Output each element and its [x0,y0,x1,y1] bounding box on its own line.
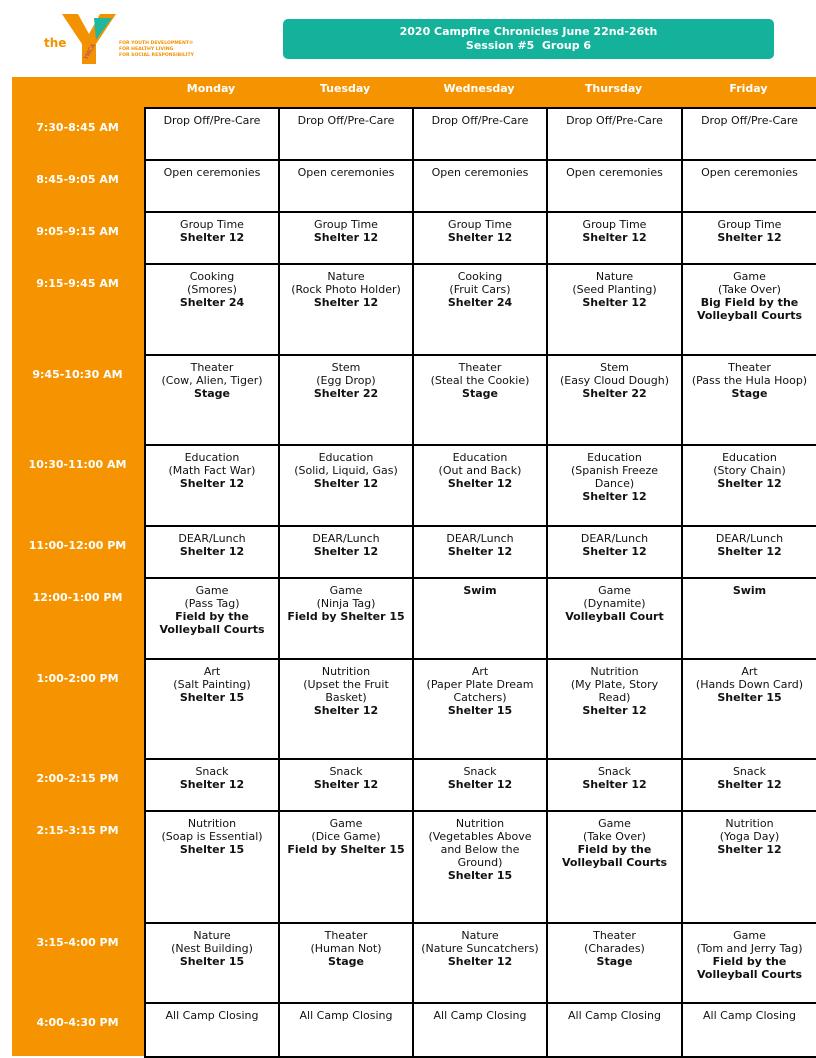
activity-text: DEAR/Lunch [312,532,380,545]
time-slot-label: 12:00-1:00 PM [32,591,123,604]
time-slot-label: 2:00-2:15 PM [36,772,119,785]
activity-text: (Ninja Tag) [316,597,376,610]
activity-text: Education [722,451,777,464]
activity-text: (Take Over) [718,283,781,296]
logo-tagline [119,41,194,59]
activity-cell [546,1002,683,1058]
activity-text: Ground) [457,856,503,869]
activity-cell [412,1002,548,1058]
activity-cell [546,263,683,356]
activity-text: Nutrition [725,817,774,830]
activity-text: (Story Chain) [713,464,786,477]
ymca-logo [44,14,214,66]
activity-text: (Pass the Hula Hoop) [691,374,808,387]
activity-cell [278,444,414,527]
activity-location: Shelter 12 [447,955,513,968]
activity-location: Shelter 12 [582,296,647,309]
activity-location: Shelter 22 [582,387,647,400]
activity-cell [144,1002,280,1058]
activity-location: Field by the [712,955,787,968]
activity-location: Shelter 15 [447,704,513,717]
time-slot-label: 3:15-4:00 PM [36,936,119,949]
activity-text: Theater [190,361,234,374]
activity-cell [546,810,683,924]
activity-cell [681,922,816,1004]
activity-location: Volleyball Courts [697,968,802,981]
activity-location: Stage [731,387,768,400]
activity-location: Shelter 12 [179,545,245,558]
activity-text: Education [318,451,374,464]
activity-text: All Camp Closing [165,1009,259,1022]
activity-text: DEAR/Lunch [715,532,784,545]
activity-location: Shelter 12 [582,778,647,791]
activity-cell [546,107,683,161]
title-banner [283,19,774,59]
activity-text: (Take Over) [583,830,646,843]
activity-text: Game [598,584,631,597]
activity-text: Art [471,665,489,678]
activity-location: Shelter 12 [313,545,379,558]
day-header-monday: Monday [186,82,236,95]
activity-location: Shelter 12 [582,704,647,717]
activity-location: Volleyball Courts [562,856,667,869]
activity-location: Big Field by the [700,296,799,309]
activity-cell [412,758,548,812]
activity-text: (Upset the Fruit [303,678,389,691]
activity-text: Cooking [457,270,503,283]
activity-text: Education [452,451,508,464]
activity-cell [278,658,414,760]
activity-text: Theater [593,929,636,942]
activity-location: Stage [194,387,230,400]
time-slot-label: 11:00-12:00 PM [28,539,127,552]
time-slot-label: 2:15-3:15 PM [36,824,119,837]
activity-cell [412,525,548,579]
activity-cell [546,577,683,660]
activity-text: Drop Off/Pre-Care [431,114,529,127]
activity-text: All Camp Closing [433,1009,527,1022]
activity-cell [278,810,414,924]
activity-location: Shelter 15 [179,691,245,704]
activity-text: DEAR/Lunch [446,532,514,545]
activity-location: Stage [462,387,498,400]
activity-text: Snack [597,765,632,778]
activity-location: Shelter 12 [313,778,379,791]
activity-location: Shelter 12 [582,490,647,503]
activity-cell [412,922,548,1004]
activity-text: (Easy Cloud Dough) [559,374,670,387]
logo-tagline-line: FOR YOUTH DEVELOPMENT® [119,41,194,46]
activity-cell [144,211,280,265]
activity-text: Game [329,817,363,830]
activity-location: Swim [732,584,767,597]
activity-cell [681,211,816,265]
activity-text: (Dynamite) [583,597,646,610]
time-slot-label: 9:05-9:15 AM [36,225,119,238]
activity-text: Game [733,270,766,283]
activity-cell [546,525,683,579]
activity-cell [681,577,816,660]
activity-text: Nature [595,270,634,283]
activity-location: Volleyball Courts [697,309,802,322]
activity-text: Game [733,929,766,942]
activity-cell [412,159,548,213]
activity-cell [546,211,683,265]
activity-cell [412,107,548,161]
activity-text: Education [184,451,240,464]
activity-cell [546,922,683,1004]
activity-cell [412,658,548,760]
activity-text: (Dice Game) [311,830,381,843]
activity-cell [278,577,414,660]
activity-text: Group Time [180,218,244,231]
activity-text: Nutrition [187,817,237,830]
activity-location: Stage [596,955,633,968]
activity-cell [546,354,683,446]
activity-cell [144,810,280,924]
activity-location: Shelter 12 [179,231,245,244]
activity-location: Field by Shelter 15 [287,610,405,623]
activity-cell [681,159,816,213]
activity-location: Field by Shelter 15 [287,843,405,856]
activity-text: Nature [193,929,231,942]
activity-text: Nutrition [455,817,505,830]
activity-text: (Soap is Essential) [161,830,263,843]
activity-cell [412,354,548,446]
activity-location: Shelter 24 [179,296,245,309]
activity-cell [546,758,683,812]
activity-location: Field by the [175,610,249,623]
activity-location: Shelter 12 [313,704,379,717]
activity-cell [412,211,548,265]
activity-text: Dance) [594,477,635,490]
activity-cell [144,354,280,446]
activity-cell [681,658,816,760]
time-slot-label: 7:30-8:45 AM [36,121,119,134]
activity-cell [681,1002,816,1058]
day-header-tuesday: Tuesday [319,82,371,95]
activity-text: Open ceremonies [297,166,395,179]
activity-cell [144,577,280,660]
activity-cell [681,263,816,356]
activity-location: Stage [328,955,364,968]
activity-cell [278,211,414,265]
activity-location: Shelter 22 [313,387,379,400]
activity-text: Art [741,665,758,678]
activity-text: Snack [463,765,497,778]
activity-text: Theater [728,361,771,374]
activity-text: Basket) [325,691,367,704]
activity-location: Shelter 12 [313,296,379,309]
activity-cell [278,525,414,579]
activity-cell [681,444,816,527]
activity-text: (Out and Back) [438,464,522,477]
activity-location: Shelter 12 [179,778,245,791]
activity-text: Catchers) [453,691,507,704]
activity-cell [412,577,548,660]
activity-text: All Camp Closing [568,1009,661,1022]
activity-location: Volleyball Courts [159,623,265,636]
activity-text: (Paper Plate Dream [426,678,534,691]
activity-cell [412,263,548,356]
activity-text: (Cow, Alien, Tiger) [161,374,263,387]
title-line-1: 2020 Campfire Chronicles June 22nd-26th [399,25,658,38]
activity-text: Education [587,451,642,464]
activity-location: Shelter 12 [717,843,782,856]
activity-text: (Egg Drop) [316,374,376,387]
activity-cell [144,444,280,527]
activity-text: All Camp Closing [703,1009,796,1022]
activity-location: Shelter 12 [582,545,647,558]
activity-text: (Human Not) [310,942,382,955]
activity-text: (Tom and Jerry Tag) [696,942,803,955]
activity-text: (Yoga Day) [719,830,780,843]
activity-text: (Rock Photo Holder) [291,283,401,296]
activity-text: Drop Off/Pre-Care [297,114,395,127]
time-slot-label: 10:30-11:00 AM [28,458,127,471]
activity-location: Shelter 12 [447,477,513,490]
activity-text: Art [203,665,221,678]
activity-text: Drop Off/Pre-Care [566,114,663,127]
activity-cell [681,525,816,579]
day-header-thursday: Thursday [584,82,643,95]
activity-text: (Math Fact War) [168,464,256,477]
time-slot-label: 1:00-2:00 PM [36,672,119,685]
activity-location: Shelter 12 [582,231,647,244]
activity-cell [144,263,280,356]
activity-text: Group Time [314,218,378,231]
title-line-2: Session #5 Group 6 [465,39,592,52]
activity-text: (Hands Down Card) [695,678,804,691]
activity-cell [144,658,280,760]
activity-location: Shelter 12 [717,545,782,558]
activity-text: All Camp Closing [299,1009,393,1022]
activity-text: DEAR/Lunch [580,532,649,545]
logo-tagline-line: FOR SOCIAL RESPONSIBILITY [119,53,194,58]
activity-text: and Below the [440,843,520,856]
time-slot-label: 9:15-9:45 AM [36,277,119,290]
activity-text: Drop Off/Pre-Care [701,114,798,127]
activity-cell [412,810,548,924]
activity-cell [144,922,280,1004]
activity-text: Game [195,584,229,597]
activity-text: (Nature Suncatchers) [421,942,539,955]
activity-text: Game [598,817,631,830]
activity-location: Swim [463,584,497,597]
activity-text: Snack [195,765,229,778]
activity-cell [144,525,280,579]
activity-text: Read) [598,691,631,704]
activity-text: Group Time [582,218,647,231]
activity-location: Shelter 15 [179,843,245,856]
activity-text: Nature [327,270,365,283]
y-logo-icon [60,14,118,66]
time-slot-label: 4:00-4:30 PM [36,1016,119,1029]
activity-cell [412,444,548,527]
activity-text: (Fruit Cars) [449,283,511,296]
activity-location: Volleyball Court [565,610,664,623]
activity-text: (Spanish Freeze [570,464,659,477]
activity-cell [278,159,414,213]
activity-text: (Vegetables Above [428,830,532,843]
activity-text: (Solid, Liquid, Gas) [294,464,398,477]
activity-location: Field by the [577,843,652,856]
activity-text: Open ceremonies [701,166,798,179]
time-slot-label: 9:45-10:30 AM [32,368,123,381]
activity-text: Drop Off/Pre-Care [163,114,261,127]
activity-location: Shelter 12 [717,778,782,791]
activity-text: Game [329,584,363,597]
activity-cell [144,107,280,161]
activity-location: Shelter 12 [179,477,245,490]
activity-text: Open ceremonies [163,166,261,179]
activity-cell [144,758,280,812]
logo-the-text: the [44,36,67,50]
activity-text: Snack [329,765,363,778]
activity-location: Shelter 12 [313,477,379,490]
activity-cell [278,107,414,161]
activity-cell [278,354,414,446]
activity-location: Shelter 24 [447,296,513,309]
day-header-friday: Friday [729,82,768,95]
activity-cell [681,107,816,161]
activity-text: Group Time [717,218,782,231]
activity-cell [681,354,816,446]
activity-location: Shelter 15 [717,691,782,704]
activity-text: Theater [324,929,368,942]
activity-cell [546,658,683,760]
activity-location: Shelter 12 [313,231,379,244]
activity-location: Shelter 12 [447,778,513,791]
activity-text: Stem [331,361,361,374]
activity-text: Open ceremonies [566,166,663,179]
activity-text: Cooking [189,270,235,283]
activity-text: (Nest Building) [171,942,253,955]
activity-text: DEAR/Lunch [178,532,246,545]
activity-location: Shelter 12 [447,231,513,244]
activity-text: Nutrition [590,665,639,678]
activity-text: (Charades) [584,942,645,955]
activity-text: (Seed Planting) [572,283,657,296]
logo-tagline-line: FOR HEALTHY LIVING [119,47,174,52]
activity-cell [278,922,414,1004]
activity-text: (Salt Painting) [173,678,251,691]
activity-cell [546,159,683,213]
activity-location: Shelter 15 [447,869,513,882]
activity-text: Nature [461,929,499,942]
activity-location: Shelter 12 [717,477,782,490]
activity-text: Group Time [448,218,512,231]
activity-cell [278,263,414,356]
activity-cell [144,159,280,213]
time-slot-label: 8:45-9:05 AM [36,173,119,186]
activity-text: (Steal the Cookie) [430,374,530,387]
activity-text: (Smores) [187,283,237,296]
activity-text: Theater [458,361,502,374]
activity-text: Snack [732,765,767,778]
activity-cell [546,444,683,527]
activity-text: Stem [600,361,629,374]
activity-cell [681,758,816,812]
activity-cell [278,1002,414,1058]
activity-location: Shelter 12 [447,545,513,558]
day-header-wednesday: Wednesday [443,82,515,95]
activity-text: (My Plate, Story [570,678,659,691]
activity-cell [681,810,816,924]
activity-text: Open ceremonies [431,166,529,179]
activity-location: Shelter 12 [717,231,782,244]
activity-text: (Pass Tag) [184,597,240,610]
activity-cell [278,758,414,812]
activity-location: Shelter 15 [179,955,245,968]
logo-ymca-text: YMCA [82,42,98,61]
activity-text: Nutrition [321,665,371,678]
